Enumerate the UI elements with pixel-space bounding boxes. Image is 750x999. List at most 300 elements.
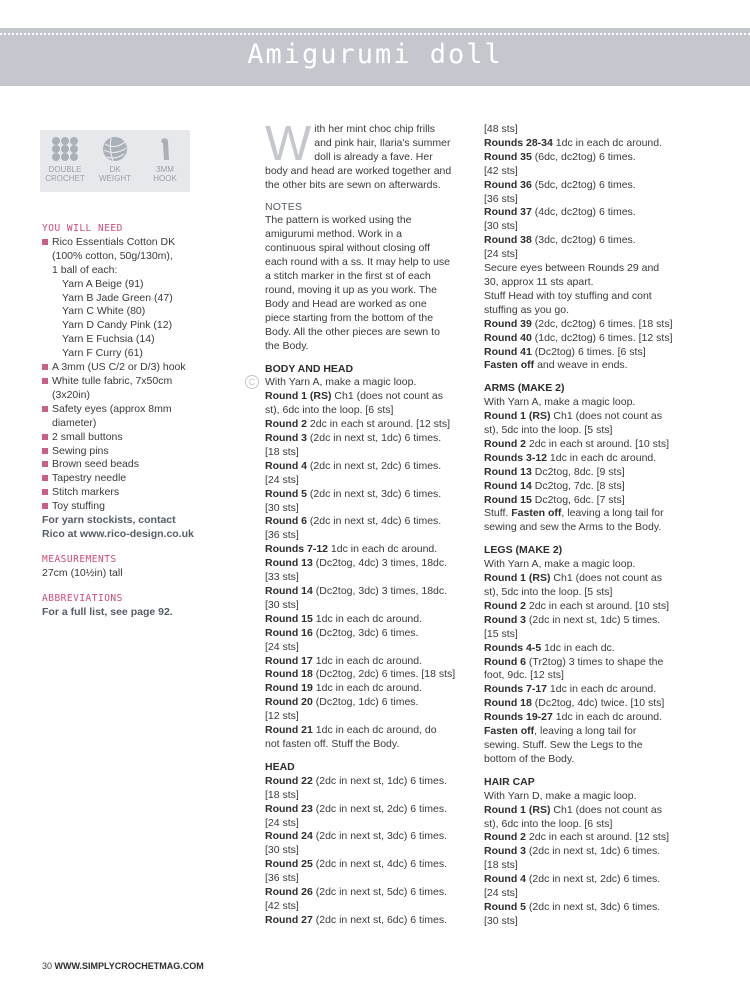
materials-line: (100% cotton, 50g/130m), [52,249,173,262]
instruction-line [484,600,699,614]
pattern-column-2 [265,117,470,928]
instruction-text: st), 5dc into the loop. [5 sts] [484,424,613,437]
instruction-text: Dc2tog, 7dc. [8 sts] [531,479,625,492]
instruction-text: (2dc in next st, 1dc) 5 times. [526,613,661,626]
instruction-text: (2dc in next st, 6dc) 6 times. [312,913,448,926]
notes-line: piece starting from the bottom of the [265,311,434,324]
instruction-line [484,206,699,220]
instruction-text: 1dc in each dc around. [552,136,663,149]
instruction-line [265,474,470,488]
materials-line: Brown seed beads [52,458,139,471]
instruction-text: (1dc, dc2tog) 6 times. [12 sts] [531,331,673,344]
round-label: Round 1 (RS) [484,803,551,816]
instruction-line [265,488,470,502]
intro-line: ith her mint choc chip frills [314,123,436,135]
round-label: Round 20 [265,696,313,709]
materials-line: Toy stuffing [52,500,105,513]
instruction-text: [36 sts] [484,192,518,205]
round-label: Round 40 [484,331,532,344]
instruction-line [265,803,470,817]
instruction-text: [24 sts] [265,816,299,829]
instruction-line [484,859,699,873]
instruction-text: 1dc in each dc around. [312,682,423,695]
instruction-line [484,193,699,207]
instruction-text: [30 sts] [265,844,299,857]
instruction-text: [30 sts] [484,914,518,927]
instruction-line [265,599,470,613]
instruction-line [265,613,470,627]
instruction-line [484,332,699,346]
drop-cap: W [265,117,312,171]
round-label: Round 1 (RS) [265,390,332,403]
instruction-line [265,655,470,669]
round-label: Fasten off [511,507,562,520]
materials-line: Stitch markers [52,486,120,499]
instruction-line [484,276,699,290]
col3-sections [484,123,699,929]
instruction-text: 30, approx 11 sts apart. [484,275,594,288]
instruction-line [265,515,470,529]
instruction-text: 2dc in each st around. [10 sts] [526,599,670,612]
notes-line: round, moving it up as you work. The [265,283,437,296]
instruction-text: (2dc in next st, 4dc) 6 times. [307,515,442,528]
instruction-text: (Dc2tog, 4dc) twice. [10 sts] [531,697,665,710]
notes-line: The pattern is worked using the [265,214,412,227]
title-banner [0,28,750,86]
instruction-line [265,858,470,872]
instruction-line [265,724,470,738]
notes-line: the Body. [265,339,309,352]
instruction-text: With Yarn A, make a magic loop. [265,376,417,389]
instruction-text: Ch1 (does not count as [550,572,662,585]
instruction-text: st), 6dc into the loop. [6 sts] [265,404,394,417]
notes-line: a stitch marker in the first st of each [265,270,431,283]
instruction-line [484,725,699,739]
round-label: Round 21 [265,724,313,737]
yarn-item: Yarn A Beige (91) [62,277,144,290]
hook-icon [151,136,179,162]
intro-line: doll is already a fave. Her [314,150,433,163]
instruction-text: [30 sts] [484,220,518,233]
instruction-line [265,585,470,599]
round-label: Fasten off [484,725,535,738]
instruction-text: (2dc in next st, 1dc) 6 times. [307,432,442,445]
round-label: Round 2 [484,831,526,844]
instruction-text: (6dc, dc2tog) 6 times. [531,150,636,163]
instruction-text: Ch1 (does not count as [550,410,662,423]
page-footer [42,960,204,972]
round-label: Round 16 [265,626,313,639]
instruction-line [265,460,470,474]
instruction-line [484,586,699,600]
instruction-text: 1dc in each dc. [541,641,615,654]
instruction-line [484,234,699,248]
instruction-text: [48 sts] [484,123,518,135]
round-label: Round 1 (RS) [484,572,551,585]
instruction-text: [15 sts] [484,627,518,640]
info-icon-yarn-weight [90,136,140,183]
notes-line: each round with a ss. It may help to use [265,256,451,269]
round-label: Round 13 [265,557,313,570]
round-label: Round 38 [484,234,532,247]
instruction-line [265,775,470,789]
instruction-line [484,151,699,165]
icon-label: HOOK [153,174,177,183]
instruction-line [484,521,699,535]
instruction-line [265,696,470,710]
instruction-line [484,123,699,137]
footer-url: WWW.SIMPLYCROCHETMAG.COM [54,961,204,971]
section-heading: BODY AND HEAD [265,362,354,375]
round-label: Round 13 [484,465,532,478]
round-label: Round 41 [484,345,532,358]
instruction-text: (Dc2tog, 1dc) 6 times. [312,696,419,709]
instruction-line [484,466,699,480]
section-heading: HEAD [265,760,295,773]
measurements-text: 27cm (10½in) tall [42,566,123,579]
round-label: Round 2 [265,418,307,431]
instruction-line [484,494,699,508]
instruction-text: stuffing as you go. [484,303,570,316]
instruction-text: sewing. Stuff. Sew the Legs to the [484,738,643,751]
yarn-ball-icon [101,136,129,162]
round-label: Round 36 [484,178,532,191]
round-label: Round 15 [265,612,313,625]
instruction-line [484,558,699,572]
abbreviations-text: For a full list, see page 92. [42,605,173,618]
instruction-line [265,418,470,432]
instruction-text: st), 5dc into the loop. [5 sts] [484,586,613,598]
instruction-line [484,831,699,845]
yarn-item: Yarn C White (80) [62,305,146,318]
instruction-text: [36 sts] [265,529,299,542]
instruction-text: [36 sts] [265,872,299,885]
info-icon-double-crochet [40,136,90,183]
instruction-text: 1dc in each dc around. [312,654,423,667]
instruction-line [484,845,699,859]
round-label: Round 1 (RS) [484,410,551,423]
materials-item [42,236,232,361]
instruction-line [484,614,699,628]
instruction-text: bottom of the Body. [484,752,575,765]
materials-item [42,375,232,403]
round-label: Round 2 [484,437,526,450]
instruction-line [484,452,699,466]
materials-line: (3x20in) [52,388,90,401]
pattern-column-3 [484,123,699,929]
instruction-text: 1dc in each dc around. [312,612,423,625]
notes-line: continuous spiral without closing off [265,242,430,255]
notes-text [265,214,470,353]
instruction-line [484,262,699,276]
instruction-line [484,804,699,818]
materials-line: 2 small buttons [52,430,123,443]
instruction-line [484,915,699,929]
instruction-line [484,790,699,804]
instruction-line [265,529,470,543]
yarn-item: Yarn D Candy Pink (12) [62,319,173,332]
instruction-line [484,628,699,642]
instruction-line [484,480,699,494]
materials-item [42,486,232,500]
abbreviations-heading: ABBREVIATIONS [42,592,123,604]
round-label: Round 18 [265,668,313,681]
instruction-text: [18 sts] [265,788,299,801]
materials-line: Tapestry needle [52,472,127,485]
round-label: Round 35 [484,150,532,163]
instruction-text: (2dc in next st, 3dc) 6 times. [307,487,442,500]
instruction-line [484,137,699,151]
instruction-text: (Dc2tog) 6 times. [6 sts] [531,345,646,358]
instruction-text: (3dc, dc2tog) 6 times. [531,234,636,247]
instruction-line [484,753,699,767]
round-label: Round 19 [265,682,313,695]
round-label: Round 39 [484,317,532,330]
instruction-text: , leaving a long tail for [561,507,664,520]
stockists-line: For yarn stockists, contact [42,514,176,527]
instruction-line [265,886,470,900]
instruction-line [484,697,699,711]
instruction-text: (2dc in next st, 4dc) 6 times. [312,858,448,871]
instruction-text: (Dc2tog, 3dc) 6 times. [312,626,419,639]
instruction-text: foot, 9dc. [12 sts] [484,669,564,682]
instruction-text: [42 sts] [484,164,518,177]
instruction-text: Stuff Head with toy stuffing and cont [484,289,652,302]
instruction-text: (2dc in next st, 2dc) 6 times. [307,459,442,472]
info-icon-hook [140,136,190,183]
instruction-line [265,900,470,914]
round-label: Round 26 [265,886,313,899]
materials-item [42,431,232,445]
instruction-text: (2dc in next st, 2dc) 6 times. [526,873,661,886]
round-label: Rounds 7-17 [484,683,548,696]
notes-line: Body and Head are worked as one [265,297,427,310]
instruction-line [265,789,470,803]
instruction-line [484,304,699,318]
instruction-line [265,844,470,858]
instruction-text: (2dc in next st, 3dc) 6 times. [526,900,661,913]
instruction-text: (2dc in next st, 5dc) 6 times. [312,886,448,899]
instruction-line [265,682,470,696]
instruction-line [484,711,699,725]
intro-paragraph [265,117,470,193]
instruction-text: (4dc, dc2tog) 6 times. [531,206,636,219]
instruction-line [265,872,470,886]
yarn-item: Yarn B Jade Green (47) [62,291,173,304]
instruction-text: 2dc in each st around. [10 sts] [526,437,670,450]
instruction-text: (2dc in next st, 2dc) 6 times. [312,802,448,815]
instruction-text: With Yarn D, make a magic loop. [484,789,637,802]
round-label: Round 37 [484,206,532,219]
instruction-line [484,642,699,656]
instruction-line [265,710,470,724]
round-label: Round 14 [265,585,313,597]
materials-line: Sewing pins [52,444,109,457]
instruction-text: [24 sts] [484,887,518,900]
notes-line: Body. All the other pieces are sewn to [265,325,440,338]
instruction-text: [24 sts] [484,248,518,261]
round-label: Round 25 [265,858,313,871]
intro-line: body and head are worked together and [265,164,452,177]
instruction-text: [33 sts] [265,571,299,584]
instruction-line [484,438,699,452]
materials-line: Rico Essentials Cotton DK [52,235,176,248]
round-label: Rounds 28-34 [484,136,553,149]
materials-item [42,445,232,459]
instruction-text: [30 sts] [265,501,299,514]
instruction-text: 2dc in each st around. [12 sts] [307,418,451,431]
round-label: Rounds 19-27 [484,711,553,724]
instruction-line [484,410,699,424]
round-label: Fasten off [484,359,535,372]
materials-line: White tulle fabric, 7x50cm [52,374,173,387]
banner-dotted-line [0,33,750,35]
section-heading: HAIR CAP [484,775,535,788]
instruction-line [265,390,470,404]
materials-item [42,458,232,472]
instruction-text: 2dc in each st around. [12 sts] [526,831,670,844]
instruction-text: sewing and sew the Arms to the Body. [484,521,662,534]
round-label: Round 3 [265,432,307,445]
instruction-line [484,887,699,901]
instruction-text: 1dc in each dc around. [547,683,657,696]
instruction-text: 1dc in each dc around. [328,543,438,556]
instruction-text: With Yarn A, make a magic loop. [484,558,636,571]
notes-heading: NOTES [265,200,303,213]
instruction-text: Ch1 (does not count as [550,803,662,816]
notes-line: amigurumi method. Work in a [265,228,402,241]
round-label: Round 5 [484,900,526,913]
instruction-line [265,571,470,585]
instruction-line [265,627,470,641]
instruction-line [484,346,699,360]
info-icons-box [40,130,190,192]
section-heading: ARMS (MAKE 2) [484,382,565,395]
instruction-line [484,424,699,438]
instruction-text: (Dc2tog, 4dc) 3 times, 18dc. [312,557,448,570]
instruction-text: Secure eyes between Rounds 29 and [484,262,660,275]
round-label: Round 4 [484,873,526,886]
instruction-text: 1dc in each dc around. [547,451,657,464]
instruction-line [484,739,699,753]
instruction-line [484,572,699,586]
instruction-text: (5dc, dc2tog) 6 times. [531,178,636,191]
materials-line: diameter) [52,416,97,429]
materials-line: 1 ball of each: [52,263,118,276]
round-label: Round 2 [484,599,526,612]
instruction-text: (2dc in next st, 3dc) 6 times. [312,830,448,843]
col2-sections [265,363,470,928]
round-label: Round 24 [265,830,313,843]
instruction-line [484,220,699,234]
instruction-text: [18 sts] [484,859,518,872]
instruction-line [265,376,470,390]
page-number: 30 [42,961,53,971]
instruction-text: Stuff. [484,507,512,520]
materials-item [42,500,232,514]
intro-line: the other bits are sewn on afterwards. [265,178,441,191]
instruction-line [265,557,470,571]
instruction-line [484,290,699,304]
round-label: Rounds 4-5 [484,641,542,654]
instruction-line [484,901,699,915]
materials-line: A 3mm (US C/2 or D/3) hook [52,361,186,374]
yarn-item: Yarn E Fuchsia (14) [62,333,155,346]
instruction-line [265,641,470,655]
round-label: Round 15 [484,493,532,506]
instruction-line [484,507,699,521]
instruction-line [265,543,470,557]
instruction-text: , leaving a long tail for [534,725,637,738]
instruction-line [484,359,699,373]
double-crochet-icon [51,136,79,162]
icon-label: DK [109,165,121,174]
round-label: Rounds 3-12 [484,451,548,464]
round-label: Round 6 [484,655,526,668]
instruction-text: 1dc in each dc around. [552,711,663,724]
instruction-text: st), 6dc into the loop. [6 sts] [484,817,613,830]
instruction-text: Dc2tog, 8dc. [9 sts] [531,465,625,478]
round-label: Round 4 [265,459,307,472]
section-heading: LEGS (MAKE 2) [484,544,563,557]
you-will-need-heading: YOU WILL NEED [42,223,123,234]
instruction-text: not fasten off. Stuff the Body. [265,737,400,750]
instruction-line [265,817,470,831]
instruction-line [484,396,699,410]
instruction-text: (Dc2tog, 3dc) 3 times, 18dc. [312,585,448,597]
round-label: Round 27 [265,913,313,926]
materials-item [42,472,232,486]
round-label: Round 18 [484,697,532,710]
round-label: Round 17 [265,654,313,667]
instruction-text: (2dc, dc2tog) 6 times. [18 sts] [531,317,673,330]
materials-item [42,403,232,431]
instruction-line [484,873,699,887]
icon-label: CROCHET [45,174,85,183]
materials-item [42,361,232,375]
instruction-text: (Dc2tog, 2dc) 6 times. [18 sts] [312,668,456,681]
instruction-line [265,738,470,752]
instruction-line [265,404,470,418]
instruction-text: With Yarn A, make a magic loop. [484,396,636,409]
instruction-line [265,668,470,682]
yarn-item: Yarn F Curry (61) [62,347,143,360]
instruction-line [484,179,699,193]
round-label: Round 14 [484,479,532,492]
round-label: Round 6 [265,515,307,528]
icon-label: WEIGHT [99,174,131,183]
instruction-line [484,656,699,670]
instruction-text: [12 sts] [265,710,299,723]
icon-label: 3MM [156,165,174,174]
instruction-text: [42 sts] [265,899,299,912]
instruction-line [265,432,470,446]
instruction-line [265,446,470,460]
instruction-text: [18 sts] [265,445,299,458]
intro-line: and pink hair, Ilaria's summer [314,136,451,149]
instruction-text: Ch1 (does not count as [331,390,443,403]
instruction-line [484,683,699,697]
round-label: Round 5 [265,487,307,500]
instruction-line [484,669,699,683]
instruction-line [265,830,470,844]
materials-line: Safety eyes (approx 8mm [52,402,172,415]
instruction-text: [24 sts] [265,640,299,653]
page-title: Amigurumi doll [247,39,503,70]
instruction-text: [30 sts] [265,598,299,611]
icon-label: DOUBLE [48,165,82,174]
instruction-text: (2dc in next st, 1dc) 6 times. [312,774,448,787]
